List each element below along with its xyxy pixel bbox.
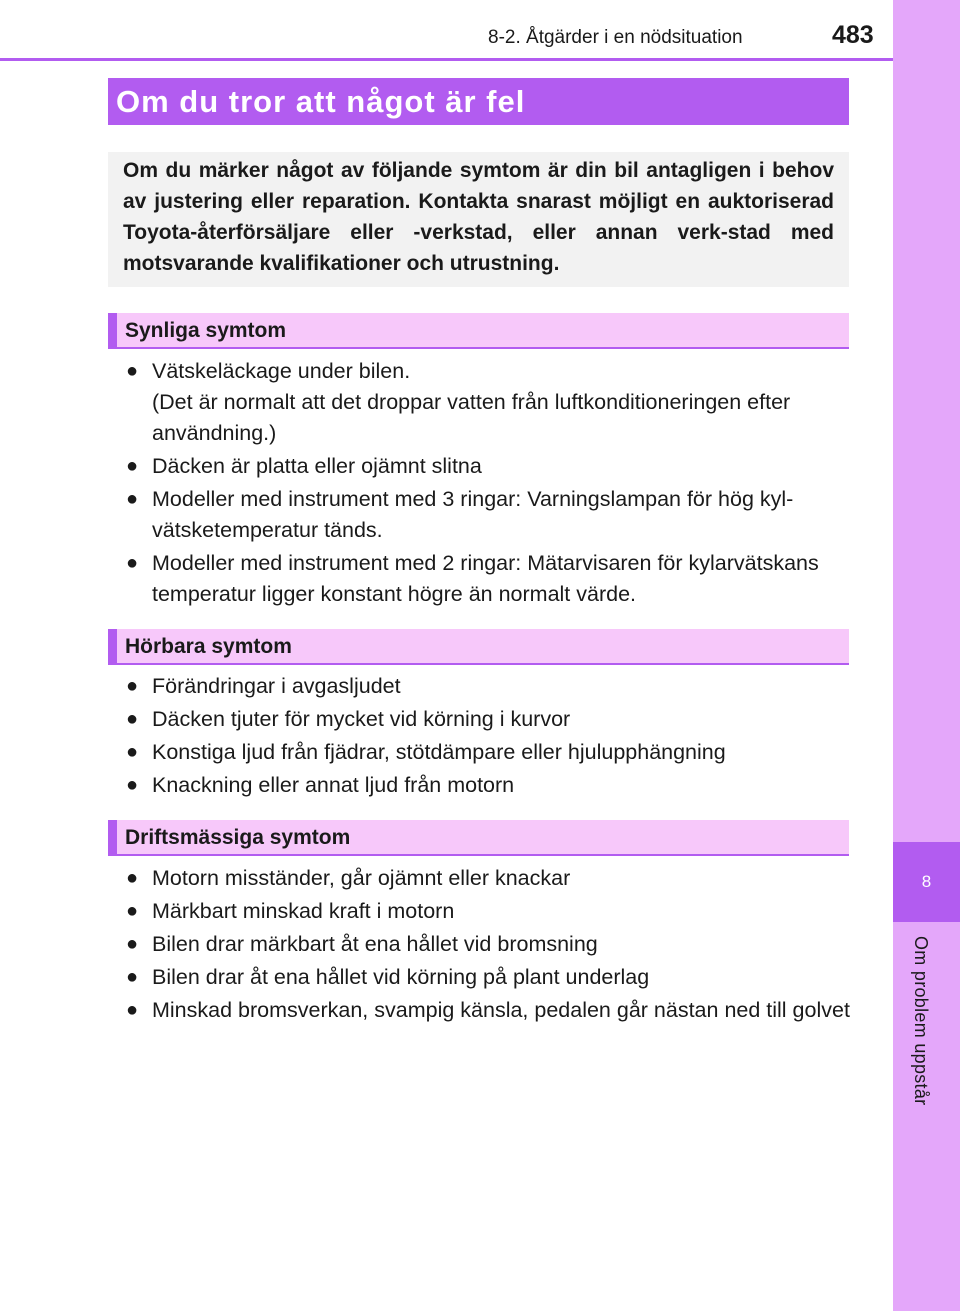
list-item-text: Konstiga ljud från fjädrar, stötdämpare eller hjulupphängning (152, 740, 726, 764)
list-item (126, 896, 851, 927)
list-item (126, 484, 851, 546)
intro-box (108, 152, 849, 287)
list-item (126, 548, 851, 610)
list-item-text: Däcken är platta eller ojämnt slitna (152, 454, 482, 478)
list-item-note: (Det är normalt att det droppar vatten från luftkonditioneringen efter användning.) (152, 390, 791, 445)
chapter-sidebar (893, 0, 960, 1311)
list-item-text: Modeller med instrument med 2 ringar: Mätarvisaren för kylarvätskans temperatur ligger konstant högre än normalt värde. (152, 551, 819, 606)
list-item (126, 451, 851, 482)
intro-text: Om du märker något av följande symtom är din bil antagligen i behov av justering eller reparation. Kontakta snarast möjligt en auktoriserad Toyota-återförsäljare eller -verkstad, eller annan verk-stad med motsvarande kvalifikationer och utrustning. (123, 159, 834, 275)
bullet-icon: ● (126, 552, 139, 574)
bullet-icon: ● (126, 488, 139, 510)
page-title: Om du tror att något är fel (108, 78, 849, 125)
bullet-icon: ● (126, 455, 139, 477)
page-number: 483 (832, 21, 874, 49)
bullet-icon: ● (126, 867, 139, 889)
chapter-number-tab[interactable]: 8 (893, 842, 960, 922)
bullet-icon: ● (126, 360, 139, 382)
header-rule (0, 58, 893, 61)
bullet-icon: ● (126, 741, 139, 763)
list-item-text: Däcken tjuter för mycket vid körning i kurvor (152, 707, 571, 731)
bullet-icon: ● (126, 999, 139, 1021)
list-item-text: Minskad bromsverkan, svampig känsla, pedalen går nästan ned till golvet (152, 998, 850, 1022)
bullet-icon: ● (126, 933, 139, 955)
list-operational-symptoms (126, 863, 851, 1028)
section-heading-operational: Driftsmässiga symtom (108, 820, 849, 856)
list-audible-symptoms (126, 671, 851, 803)
section-heading-visible: Synliga symtom (108, 313, 849, 349)
section-heading-audible: Hörbara symtom (108, 629, 849, 665)
list-item (126, 737, 851, 768)
bullet-icon: ● (126, 708, 139, 730)
list-visible-symptoms (126, 356, 851, 612)
list-item (126, 704, 851, 735)
list-item-text: Motorn misständer, går ojämnt eller knackar (152, 866, 571, 890)
list-item (126, 962, 851, 993)
bullet-icon: ● (126, 966, 139, 988)
list-item-text: Bilen drar märkbart åt ena hållet vid bromsning (152, 932, 598, 956)
list-item-text: Bilen drar åt ena hållet vid körning på plant underlag (152, 965, 650, 989)
list-item (126, 356, 851, 449)
list-item (126, 929, 851, 960)
list-item (126, 671, 851, 702)
list-item (126, 770, 851, 801)
bullet-icon: ● (126, 900, 139, 922)
bullet-icon: ● (126, 675, 139, 697)
list-item-text: Förändringar i avgasljudet (152, 674, 401, 698)
chapter-label: Om problem uppstår (911, 936, 931, 1106)
list-item-text: Knackning eller annat ljud från motorn (152, 773, 515, 797)
bullet-icon: ● (126, 774, 139, 796)
list-item-text: Märkbart minskad kraft i motorn (152, 899, 455, 923)
header-section-title: 8-2. Åtgärder i en nödsituation (488, 27, 743, 48)
list-item (126, 995, 851, 1026)
list-item-text: Vätskeläckage under bilen. (152, 359, 411, 383)
list-item (126, 863, 851, 894)
list-item-text: Modeller med instrument med 3 ringar: Varningslampan för hög kyl-vätsketemperatur tänds. (152, 487, 794, 542)
